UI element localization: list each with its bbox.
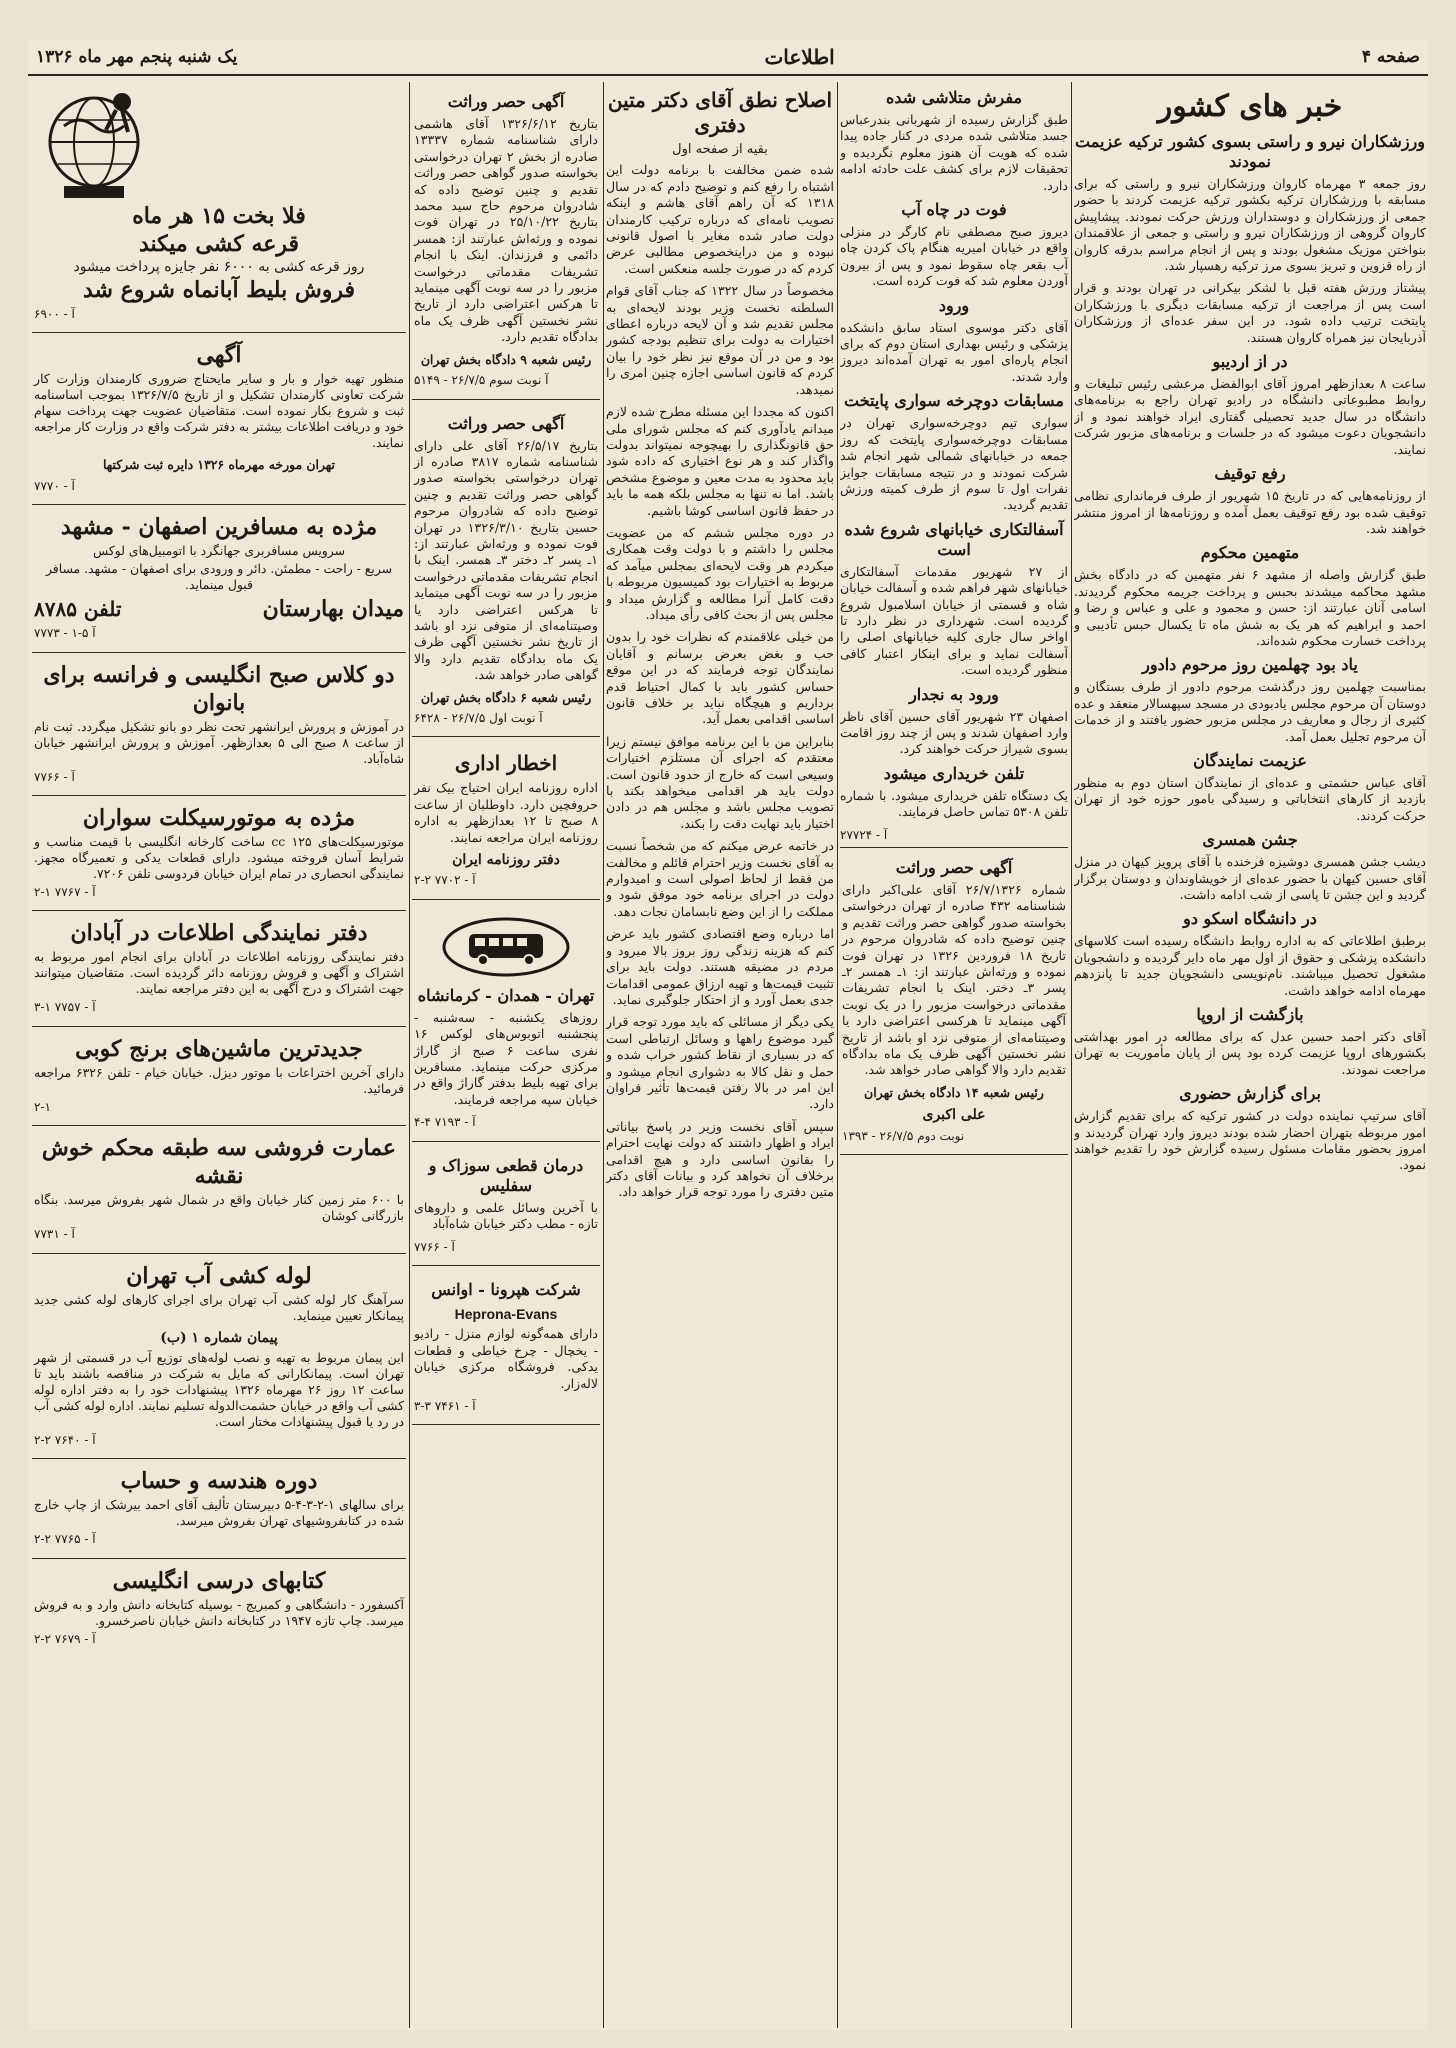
headline: عزیمت نمایندگان [1193, 750, 1307, 770]
ad-reference: ۵۱۴۹ - آ نوبت سوم ۲۶/۷/۵ [414, 373, 549, 388]
headline: مفرش متلاشی شده [885, 88, 1023, 107]
ad-title: دوره هندسه و حساب [120, 1468, 318, 1495]
headline: برای گزارش حضوری [1179, 1084, 1321, 1104]
notice-body: اداره روزنامه ایران احتیاج بیک نفر حروفچین دارد. داوطلبان از ساعت ۸ صبح تا ۱۲ بعدازظهر به اداره روزنامه ایران مراجعه نمایند. [414, 780, 598, 845]
lottery-line: فروش بلیط آبانماه شروع شد [82, 277, 355, 303]
book-ad [32, 1563, 406, 1657]
ad-reference: ۲-۲ ۷۷۰۲ - آ [414, 873, 476, 888]
ad-reference: ۴-۴ ۷۱۹۳ - آ [414, 1115, 476, 1130]
news-paragraph: سواری تیم دوچرخه‌سواری تهران در مسابقات دوچرخه‌سواری پایتخت که روز جمعه در خیابانهای شمالی شهر انجام شد شرکت نمودند و در نتیجه مسابقات جوایز نفرات اول تا سوم از طرف کمیته ورزش تقدیم گردید. [840, 415, 1068, 513]
ad-title: جدیدترین ماشین‌های برنج کوبی [75, 1035, 363, 1062]
bus-company-logo [441, 916, 571, 978]
column-rule [837, 82, 838, 2028]
ad-body: دفتر نمایندگی روزنامه اطلاعات در آبادان برای انجام امور مربوط به اشتراک و آگهی و فروش روزنامه دائر گردیده است. متقاضیان میتوانند جهت اشتراک و درج آگهی به این دفتر مراجعه نمایند. [34, 949, 404, 997]
ad-body: دارای آخرین اختراعات با موتور دیزل. خیابان خیام - تلفن ۶۳۲۶ مراجعه فرمائید. [34, 1064, 404, 1096]
ad-title: تهران - همدان - کرمانشاه [417, 985, 595, 1005]
lottery-globe-logo [34, 86, 154, 202]
headline: ورود به نجدار [909, 684, 999, 704]
article-paragraph: شده ضمن مخالفت با برنامه دولت این اشتباه را رفع کنم و توضیح دادم که در سال ۱۳۱۸ که آن راهم آقای هاشم و اینکه تصویب نامه‌ای که درباره ترکیب کارمندان دولت صادر شده مغایر با اصول قانونی نبوده و من دراینخصوص مطالبی عرض کردم که در صورت جلسه منعکس است. [606, 162, 834, 276]
notice-name: علی اکبری [922, 1107, 986, 1124]
article-continuation: بقیه از صفحه اول [672, 142, 768, 157]
ad-reference: ۷۷۷۳ - آ ۵-۱ [34, 626, 96, 641]
book-ad [32, 1463, 406, 1558]
office-ad [32, 915, 406, 1026]
issue-date: یک شنبه پنجم مهر ماه ۱۳۲۶ [36, 47, 238, 67]
headline: ورود [938, 295, 970, 315]
headline: فوت در چاه آب [901, 200, 1007, 220]
ad-reference: نوبت دوم ۲۶/۷/۵ - ۱۳۹۳ [842, 1128, 965, 1143]
news-paragraph: ساعت ۸ بعدازظهر امروز آقای ابوالفضل مرعشی رئیس تبلیغات و روابط مطبوعاتی دانشگاه در رادیو تهران راجع به برنامه‌های دانشگاه در سال جدید تحصیلی گفتاری ایراد خواهند نمود و از دانشجویان دعوت میشود که در جلسات و برنامه‌های مزبور شرکت نمایند. [1074, 376, 1426, 457]
notice-signature: تهران مورخه مهرماه ۱۳۲۶ دایره ثبت شرکتها [103, 457, 335, 473]
headline: رفع توقیف [1214, 464, 1286, 484]
notice-body: بتاریخ ۲۶/۵/۱۷ آقای علی دارای شناسنامه شماره ۳۸۱۷ صادره از تهران درخواستی بخواسته صدور گواهی حصر وراثت تقدیم و چنین توضیح داده که شادروان مرحوم حسین بتاریخ ۱۳۲۶/۳/۱۰ در تهران فوت نموده و ورثه‌اش عبارتند از: ۱ـ پسر ۲ـ دختر ۳ـ همسر. اینک با انجام تشریفات مقدماتی درخواست مزبور را در سه نوبت آگهی مینماید تا هرکس اعتراضی دارد یا وصیتنامه‌ای از متوفی نزد او باشد از تاریخ نشر نخستین آگهی ظرف یک ماه بدادگاه تقدیم دارد والا گواهی صادر خواهد شد. [414, 437, 599, 683]
ad-title: مژده به مسافرین اصفهان - مشهد [60, 514, 378, 541]
ad-body: این پیمان مربوط به تهیه و نصب لوله‌های توزیع آب در قسمتی از شهر تهران است. پیمانکارانی که مایل به شرکت در مناقصه باشند باید تا ساعت ۱۲ روز ۲۶ مهرماه ۱۳۲۶ پیشنهادات خود را به دفتر اداره لوله کشی آب واقع در خیابان حشمت‌الدوله تسلیم نمایند. اداره لوله کشی آب در رد یا قبول پیشنهادات مختار است. [34, 1350, 405, 1430]
newspaper-name: اطلاعات [764, 45, 835, 69]
headline: جشن همسری [1202, 830, 1298, 850]
news-paragraph: آقای دکتر موسوی استاد سابق دانشکده پزشکی و رئیس بهداری استان دوم که برای انجام پاره‌ای امور به تهران آمده‌اند دیروز وارد شدند. [840, 319, 1068, 384]
ad-reference: ۲-۱ ۷۷۶۷ - آ [34, 885, 96, 900]
notice-title: اخطار اداری [454, 751, 558, 776]
lottery-line: فلا بخت ۱۵ هر ماه [132, 203, 306, 229]
section-title: خبر های کشور [1157, 89, 1343, 124]
column-rule [603, 82, 604, 2028]
bus-ad [412, 904, 600, 1142]
article-title: اصلاح نطق آقای دکتر متین دفتری [607, 88, 833, 137]
notice-signature: رئیس شعبه ۱۴ دادگاه بخش تهران [864, 1084, 1044, 1100]
clinic-ad [412, 1146, 600, 1266]
article-paragraph: یکی دیگر از مسائلی که باید مورد توجه قرار گیرد موضوع راهها و وسائل ارتباطی است که در بسیاری از نقاط کشور خراب شده و حمل و نقل کالا به دشواری انجام میشود و این امر در بالا رفتن قیمت‌ها تأثیر فراوان دارد. [606, 1014, 834, 1112]
travel-ad [32, 509, 406, 652]
news-paragraph: از ۲۷ شهریور مقدمات آسفالتکاری خیابانهای شهر فراهم شده و آسفالت خیابان شاه و قسمتی از خیابان اسلامبول شروع گردیده است. شهرداری در نظر دارد تا اواخر سال جاری کلیه خیابانهای اصلی را آسفالت نماید و برای اینکار اعتبار کافی منظور گردیده است. [840, 563, 1068, 678]
ad-body: برای سالهای ۱-۲-۳-۴-۵ دبیرستان تألیف آقای احمد بیرشک از چاپ خارج شده در کتابفروشیهای تهران بفروش میرسد. [34, 1497, 404, 1529]
headline: متهمین محکوم [1200, 543, 1300, 563]
ad-reference: ۲-۱ [34, 1099, 51, 1114]
ad-reference: ۳-۳ ۷۴۶۱ - آ [414, 1398, 476, 1413]
legal-notice [412, 82, 600, 400]
news-paragraph: آقای عباس حشمتی و عده‌ای از نمایندگان استان دوم به منظور بازدید از کارهای انتخاباتی و رسیدگی بامور حوزه خود از تهران حرکت کردند. [1074, 774, 1426, 823]
article-paragraph: اکنون که مجددا این مسئله مطرح شده لازم میدانم یادآوری کنم که مجلس شورای ملی حق قانونگذاری را بهیچوجه نمیتواند بدولت واگذار کند و هر نوع اختیاری که داده شود باید محدود به مدت معین و موضوع مشخص باشد. اما نه تنها به مجلس بلکه همه ما باید در حفظ قانون اساسی کوشا باشیم. [606, 404, 834, 518]
column-domestic-news [1074, 82, 1426, 2030]
legal-notice [840, 847, 1068, 1155]
column-main-article [606, 82, 834, 2030]
headline: در دانشگاه اسکو دو [1183, 909, 1317, 929]
ad-title: عمارت فروشی سه طبقه محکم خوش نقشه [41, 1135, 397, 1190]
news-paragraph: روز جمعه ۳ مهرماه کاروان ورزشکاران نیرو و راستی که برای مسابقه با ورزشکاران ترکیه بکشور ترکیه عزیمت کردند با حضور جمعی از ورزشکاران و دوستداران ورزش حرکت نمودند. پیشاپیش کاروان گروهی از ورزشکاران نیرو و راستی و جمعی از علاقمندان بنواختن موزیک مشغول بودند و پس از انجام مراسم بدرقه کاروان از راه قزوین و تبریز بسوی مرز ترکیه رهسپار شد. [1074, 176, 1426, 274]
ad-body: موتورسیکلت‌های ۱۲۵ cc ساخت کارخانه انگلیسی با قیمت مناسب و شرایط آسان فروخته میشود. دارای قطعات یدکی و تعمیرگاه مجهز. نمایندگی انحصاری در تمام ایران خیابان فردوسی تلفن ۷۲۰۶. [34, 834, 404, 882]
real-estate-ad [32, 1130, 406, 1253]
ad-body: در آموزش و پرورش ایرانشهر تحت نظر دو بانو تشکیل میگردد. ثبت نام از ساعت ۸ صبح الی ۵ بعدازظهر. آموزش و پرورش ایرانشهر خیابان شاه‌آباد. [34, 718, 404, 766]
ad-title: درمان قطعی سوزاک و سفلیس [428, 1155, 584, 1195]
company-notice [32, 337, 406, 505]
masthead [28, 40, 1428, 76]
tender-notice [32, 1258, 406, 1460]
article-paragraph: مخصوصاً در سال ۱۳۲۲ که جناب آقای قوام السلطنه نخست وزیر بودند لایحه‌ای به مجلس تقدیم شد و آن لایحه درباره اعطای اختیارات به دولت برای تنظیم بودجه کشور بود و من در آن موقع نیز نظر خود را بیان کردم که قانون اساسی اجازه چنین امری را نمیدهد. [606, 283, 834, 397]
headline: آسفالتکاری خیابانهای شروع شده است [844, 519, 1064, 559]
ad-body: با ۶۰۰ متر زمین کنار خیابان واقع در شمال شهر بفروش میرسد. بنگاه بازرگانی کوشان [34, 1192, 405, 1224]
page-number: صفحه ۴ [1361, 47, 1420, 67]
notice-body: شماره ۲۶/۷/۱۳۲۶ آقای علی‌اکبر دارای شناسنامه ۴۳۲ صادره از تهران درخواستی بخواسته صدور گواهی حصر وراثت تقدیم و چنین توضیح داده که شادروان مرحوم در تاریخ ۱۸ فروردین ۱۳۲۶ در تهران فوت نموده و ورثه‌اش عبارتند از: ۱ـ همسر ۲ـ پسر ۳ـ دختر. اینک با انجام تشریفات مقدماتی درخواست مزبور را در یک نوبت آگهی مینماید تا هرکسی اعتراضی دارد یا وصیتنامه‌ای از متوفی نزد او باشد از تاریخ نشر نخستین آگهی ظرف یک ماه بدادگاه تقدیم دارد والا گواهی صادر خواهد شد. [842, 882, 1066, 1078]
lottery-line: قرعه کشی میکند [138, 231, 300, 257]
ad-title: دفتر نمایندگی اطلاعات در آبادان [70, 920, 368, 947]
ad-body: سرآهنگ کار لوله کشی آب تهران برای اجرای کارهای لوله کشی جدید پیمانکار تعیین مینماید. [34, 1291, 404, 1323]
ad-reference: ۲-۲ ۷۶۴۰ - آ [34, 1433, 96, 1448]
ad-reference: ۳-۱ ۷۷۵۷ - آ [34, 1000, 96, 1015]
news-paragraph: بمناسبت چهلمین روز درگذشت مرحوم دادور از طرف بستگان و دوستان آن مرحوم مجلس یادبودی در مسجد سپهسالار منعقد و عده کثیری از رجال و معاریف در مجلس مزبور حضور یافتند و از خدمات آن مرحوم تجلیل بعمل آمد. [1074, 679, 1426, 744]
notice-signature: دفتر روزنامه ایران [452, 852, 560, 869]
article-paragraph: در خاتمه عرض میکنم که من شخصاً نسبت به آقای نخست وزیر احترام قائلم و مخالفت من فقط از لحاظ اصولی است و امیدوارم دولت در اجرای برنامه خود موفق شود و مملکت را از این وضع نابسامان نجات دهد. [606, 838, 834, 919]
article-paragraph: در دوره مجلس ششم که من عضویت مجلس را داشتم و با دولت وقت همکاری میکردم هر وقت لایحه‌ای بمجلس میآمد که مربوط به اختیارات بود کمیسیون مربوطه با دقت کامل آنرا مطالعه و گزارش میداد و مجلس پس از بحث کافی رأی میداد. [606, 524, 834, 622]
headline: تلفن خریداری میشود [883, 763, 1025, 783]
column-rule [1071, 82, 1072, 2028]
column-news-2 [840, 82, 1068, 2030]
ad-reference: ۲۷۷۲۴ - آ [840, 827, 888, 842]
article-paragraph: سپس آقای نخست وزیر در پاسخ بیاناتی ایراد و اظهار داشتند که دولت نهایت احترام را بقانون اساسی دارد و هیچ اقدامی برخلاف آن نخواهد کرد و بیانات آقای دکتر متین دفتری را مورد توجه قرار خواهد داد. [606, 1118, 834, 1200]
news-paragraph: یک دستگاه تلفن خریداری میشود. با شماره تلفن ۵۳۰۸ تماس حاصل فرمایند. [840, 787, 1068, 820]
notice-signature: رئیس شعبه ۹ دادگاه بخش تهران [420, 351, 592, 367]
headline: ورزشکاران نیرو و راستی بسوی کشور ترکیه عزیمت نمودند [1074, 132, 1425, 171]
ad-title: شرکت هپرونا - اوانس [431, 1279, 581, 1299]
machinery-ad [32, 1031, 406, 1126]
admin-notice [412, 741, 600, 899]
ad-subtitle: پیمان شماره ۱ (ب) [160, 1329, 278, 1346]
news-paragraph: از روزنامه‌هایی که در تاریخ ۱۵ شهریور از طرف فرمانداری نظامی توقیف شده بود رفع توقیف بعمل آمده و روزنامه‌ها از امروز منتشر خواهند شد. [1074, 488, 1426, 536]
article-paragraph: اما درباره وضع اقتصادی کشور باید عرض کنم که هزینه زندگی روز بروز بالا میرود و مردم در مضیقه هستند. دولت باید برای تثبیت قیمت‌ها و تهیه ارزاق عمومی اقدامات جدی بعمل آورد و از احتکار جلوگیری نماید. [606, 926, 834, 1007]
lottery-line: روز قرعه کشی به ۶۰۰۰ نفر جایزه پرداخت میشود [73, 259, 365, 275]
legal-notice [412, 404, 600, 738]
ad-title: کتابهای درسی انگلیسی [112, 1567, 326, 1594]
article-paragraph: بنابراین من با این برنامه موافق نیستم زیرا معتقدم که اجرای آن مستلزم اختیارات وسیعی است که خارج از حدود قانون است. دولت باید هر اقدامی میخواهد بکند با تصویب مجلس باشد و مجلس هم در دادن اختیار باید نهایت دقت را بکند. [606, 733, 834, 831]
notice-signature: رئیس شعبه ۶ دادگاه بخش تهران [420, 689, 592, 705]
ad-body: روزهای یکشنبه - سه‌شنبه - پنجشنبه اتوبوس‌های لوکس ۱۶ نفری ساعت ۶ صبح از گاراژ مرکزی حرکت مینماید. مسافرین برای تهیه بلیط بدفتر گاراژ واقع در خیابان سپه مراجعه فرمایند. [414, 1009, 598, 1107]
ad-title: دو کلاس صبح انگلیسی و فرانسه برای بانوان [43, 661, 395, 716]
headline: مسابقات دوچرخه سواری پایتخت [844, 391, 1064, 411]
headline: یاد بود چهلمین روز مرحوم دادور [1142, 655, 1358, 675]
headline: بازگشت از اروپا [1196, 1005, 1304, 1025]
ad-reference: ۷۷۷۰ - آ [34, 478, 75, 493]
store-ad [412, 1270, 600, 1425]
column-notices [412, 82, 600, 2030]
notice-title: آگهی حصر وراثت [895, 858, 1013, 877]
ad-reference: ۶۹۰۰ - آ [34, 307, 75, 321]
ad-place: میدان بهارستان [262, 596, 404, 623]
ad-reference: ۲-۲ ۷۶۷۹ - آ [34, 1631, 96, 1646]
news-paragraph: طبق گزارش واصله از مشهد ۶ نفر متهمین که در دادگاه بخش مشهد محاکمه میشدند بحبس و پرداخت جریمه محکوم گردیدند. اسامی آنان عبارتند از: حسن و محمود و علی و عباس و رضا و احمد و ابراهیم که هر یک به شش ماه تا یکسال حبس تأدیبی و پرداخت خسارت محکوم شده‌اند. [1074, 567, 1426, 648]
ad-body: با آخرین وسائل علمی و داروهای تازه - مطب دکتر خیابان شاه‌آباد [414, 1199, 598, 1232]
ad-body: دارای همه‌گونه لوازم منزل - رادیو - یخچال - چرخ خیاطی و قطعات یدکی. فروشگاه مرکزی خیابان لاله‌زار. [414, 1326, 598, 1391]
column-advertisements [32, 82, 406, 2030]
ad-reference: ۷۷۶۶ - آ [34, 769, 75, 784]
ad-reference: ۲-۲ ۷۷۶۵ - آ [34, 1532, 96, 1547]
news-paragraph: اصفهان ۲۳ شهریور آقای حسین آقای ناظر وارد اصفهان شدند و پس از چند روز اقامت بسوی شیراز حرکت خواهند کرد. [840, 708, 1068, 757]
ad-reference: ۷۷۳۱ - آ [34, 1227, 75, 1242]
ad-body: آکسفورد - دانشگاهی و کمبریج - بوسیله کتابخانه دانش وارد و به فروش میرسد. چاپ تازه ۱۹۴۷ در کتابخانه دانش خیابان ناصرخسرو. [34, 1596, 404, 1628]
ad-body: منظور تهیه خوار و بار و سایر مایحتاج ضروری کارمندان وزارت کار شرکت تعاونی کارمندان تشکیل و از تاریخ ۱۳۲۶/۷/۵ بموجب اساسنامه ثبت و شروع بکار نموده است. متقاضیان عضویت جهت پرداخت سهام خود و دریافت اطلاعات بیشتر به دفتر شرکت واقع در وزارت کار مراجعه نمایند. [34, 371, 404, 451]
ad-body: سرویس مسافربری جهانگرد با اتومبیل‌های لوکس [92, 543, 346, 559]
news-paragraph: آقای سرتیپ نماینده دولت در کشور ترکیه که برای تقدیم گزارش امور مربوطه بتهران احضار شده بودند دیروز وارد تهران گردیدند و امروز بحضور مقامات مسئول رسیده گزارش خود را تقدیم خواهند نمود. [1074, 1108, 1426, 1173]
ad-reference: ۷۷۶۶ - آ [414, 1239, 455, 1254]
brand-name: Heprona-Evans [454, 1305, 558, 1322]
ad-title: لوله کشی آب تهران [126, 1262, 312, 1289]
lottery-ad [32, 82, 406, 333]
headline: در از اردیبو [1212, 352, 1288, 372]
news-paragraph: آقای دکتر احمد حسین عدل که برای مطالعه در امور بهداشتی بکشورهای اروپا عزیمت کرده بود پس از پایان مأموریت به تهران مراجعت نمودند. [1074, 1029, 1426, 1077]
article-paragraph: من خیلی علاقمندم که نظرات خود را بدون حب و بغض بعرض برسانم و آقایان نمایندگان توجه فرمایند که در این موقع حساس کشور باید با کمال احتیاط قدم برداریم و هیچگاه نباید بر خلاف قانون اساسی اقدامی بعمل آید. [606, 629, 834, 727]
ad-title: آگهی [196, 342, 242, 369]
news-paragraph: دیشب جشن همسری دوشیزه فرخنده با آقای پرویز کیهان در منزل آقای حسین کیهان با حضور عده‌ای از خویشاوندان و دوستان برگزار گردید و این جشن تا پاسی از شب ادامه داشت. [1074, 854, 1426, 902]
notice-body: بتاریخ ۱۳۲۶/۶/۱۲ آقای هاشمی دارای شناسنامه شماره ۱۳۳۳۷ صادره از بخش ۲ تهران درخواستی بخواسته صدور گواهی حصر وراثت تقدیم و چنین توضیح داده که شادروان مرحوم حاج سید محمد بتاریخ ۲۵/۱۰/۲۲ در تهران فوت نموده و ورثه‌اش عبارتند از: همسر دائمی و فرزندان. اینک با انجام تشریفات مقدماتی درخواست مزبور را در سه نوبت آگهی مینماید تا هرکس اعتراضی دارد از تاریخ نشر نخستین آگهی ظرف یک ماه بدادگاه تقدیم دارد. [414, 116, 598, 345]
ad-reference: ۶۴۲۸ - آ نوبت اول ۲۶/۷/۵ [414, 711, 543, 725]
notice-title: آگهی حصر وراثت [447, 413, 565, 433]
ad-body: سریع - راحت - مطمئن. دائر و ورودی برای اصفهان - مشهد. مسافر قبول مینماید. [45, 561, 393, 593]
notice-title: آگهی حصر وراثت [447, 92, 565, 111]
column-rule [409, 82, 410, 2028]
language-class-ad [32, 657, 406, 796]
news-paragraph: طبق گزارش رسیده از شهربانی بندرعباس جسد متلاشی شده مردی در کنار جاده پیدا شده که هویت آن هنوز معلوم نگردیده و تحقیقات لازم برای کشف علت حادثه ادامه دارد. [840, 112, 1068, 193]
news-paragraph: پیشتاز ورزش هفته قبل با لشکر بیکرانی در تهران بودند و قرار است پس از مراجعت از ترکیه مسابقات دیگری با ورزشکاران پایتخت ترتیب داده شود. در این سفر عده‌ای از ورزشکاران آذربایجان نیز همراه کاروان هستند. [1074, 280, 1426, 345]
ad-title: مژده به موتورسیکلت سواران [82, 805, 356, 832]
news-paragraph: دیروز صبح مصطفی نام کارگر در منزلی واقع در خیابان امیریه هنگام پاک کردن چاه آب بقعر چاه سقوط نمود و پس از بیرون آوردن معلوم شد که فوت کرده است. [840, 224, 1068, 289]
news-paragraph: برطبق اطلاعاتی که به اداره روابط دانشگاه رسیده است کلاسهای دانشکده پزشکی و حقوق از اول مهر ماه دایر گردیده و دانشجویان مشغول تحصیل میباشند. نام‌نویسی دانشجویان جدید تا پانزدهم مهرماه ادامه خواهد داشت. [1074, 933, 1426, 998]
motorcycle-ad [32, 800, 406, 911]
ad-phone: تلفن ۸۷۸۵ [34, 597, 122, 622]
